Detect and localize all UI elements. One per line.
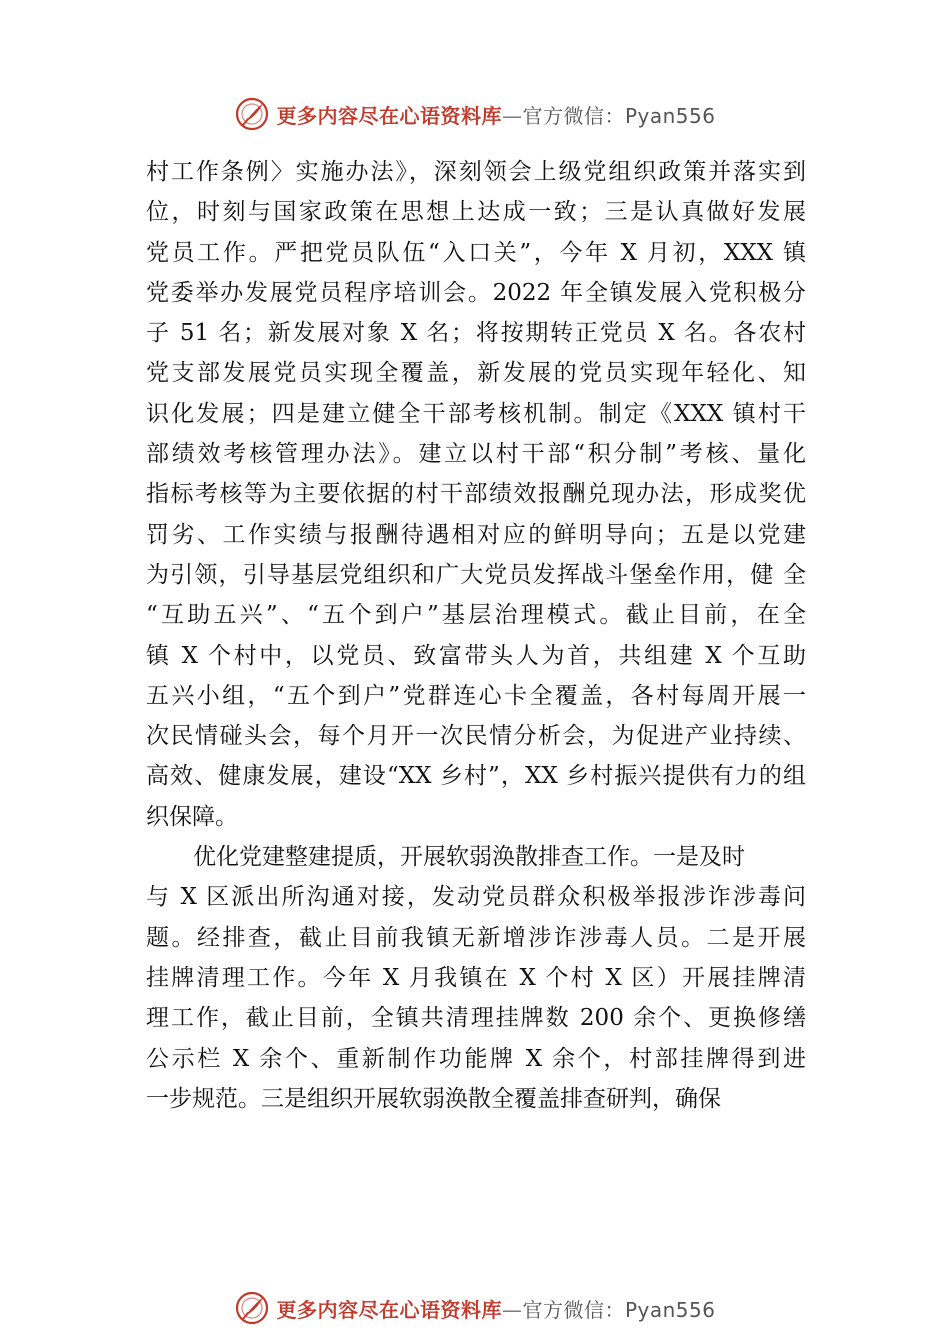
text-line: 党委举办发展党员程序培训会。2022 年全镇发展入党积极分 [146,279,806,306]
watermark-contact: 官方微信：Pyan556 [522,103,716,128]
text-line: 部绩效考核管理办法》。建立以村干部“积分制”考核、量化 [146,441,806,468]
text-line: 理工作，截止目前，全镇共清理挂牌数 200 余个、更换修缮 [146,1005,806,1032]
watermark-text [276,100,715,129]
text-line: 公示栏 X 余个、重新制作功能牌 X 余个，村部挂牌得到进 [146,1045,806,1072]
text-line: 子 51 名；新发展对象 X 名；将按期转正党员 X 名。各农村 [146,320,806,347]
text-line: 识化发展；四是建立健全干部考核机制。制定《XXX 镇村干 [146,400,806,427]
text-line: 位，时刻与国家政策在思想上达成一致；三是认真做好发展 [146,199,806,226]
text-line: 高效、健康发展，建设“XX 乡村”，XX 乡村振兴提供有力的组 [146,763,806,790]
footer-watermark [0,1288,950,1328]
feather-pen-logo-icon [234,1290,270,1326]
text-line: 织保障。 [146,803,238,830]
text-line: 五兴小组，“五个到户”党群连心卡全覆盖，各村每周开展一 [146,682,806,709]
text-line: “互助五兴”、“五个到户”基层治理模式。截止目前，在全 [146,602,806,629]
paragraph-2 [146,837,806,1119]
text-line: 题。经排查，截止目前我镇无新增涉诈涉毒人员。二是开展 [146,924,806,951]
text-line: 镇 X 个村中，以党员、致富带头人为首，共组建 X 个互助 [146,642,806,669]
text-line: 罚劣、工作实绩与报酬待遇相对应的鲜明导向；五是以党建 [146,521,806,548]
document-body [146,152,806,1119]
text-line: 村工作条例〉实施办法》，深刻领会上级党组织政策并落实到 [146,159,806,185]
text-line: 优化党建整建提质，开展软弱涣散排查工作。一是及时 [193,844,745,871]
watermark-text [276,1294,715,1323]
watermark-separator: — [501,1297,523,1322]
feather-pen-logo-icon [234,96,270,132]
text-line: 与 X 区派出所沟通对接，发动党员群众积极举报涉诈涉毒问 [146,884,806,911]
text-line: 次民情碰头会，每个月开一次民情分析会，为促进产业持续、 [146,723,806,750]
text-line: 为引领，引导基层党组织和广大党员发挥战斗堡垒作用，健 全 [146,561,806,588]
watermark-contact: 官方微信：Pyan556 [522,1297,716,1322]
text-line: 挂牌清理工作。今年 X 月我镇在 X 个村 X 区）开展挂牌清 [146,964,806,991]
text-line: 党员工作。严把党员队伍“入口关”，今年 X 月初，XXX 镇 [146,239,806,266]
watermark-brand: 更多内容尽在心语资料库 [276,103,502,128]
text-line: 指标考核等为主要依据的村干部绩效报酬兑现办法，形成奖优 [146,481,806,508]
paragraph-1 [146,152,806,837]
text-line: 一步规范。三是组织开展软弱涣散全覆盖排查研判，确保 [146,1085,721,1112]
header-watermark [0,94,950,134]
watermark-brand: 更多内容尽在心语资料库 [276,1297,502,1322]
watermark-separator: — [501,103,523,128]
text-line: 党支部发展党员实现全覆盖，新发展的党员实现年轻化、知 [146,360,806,387]
